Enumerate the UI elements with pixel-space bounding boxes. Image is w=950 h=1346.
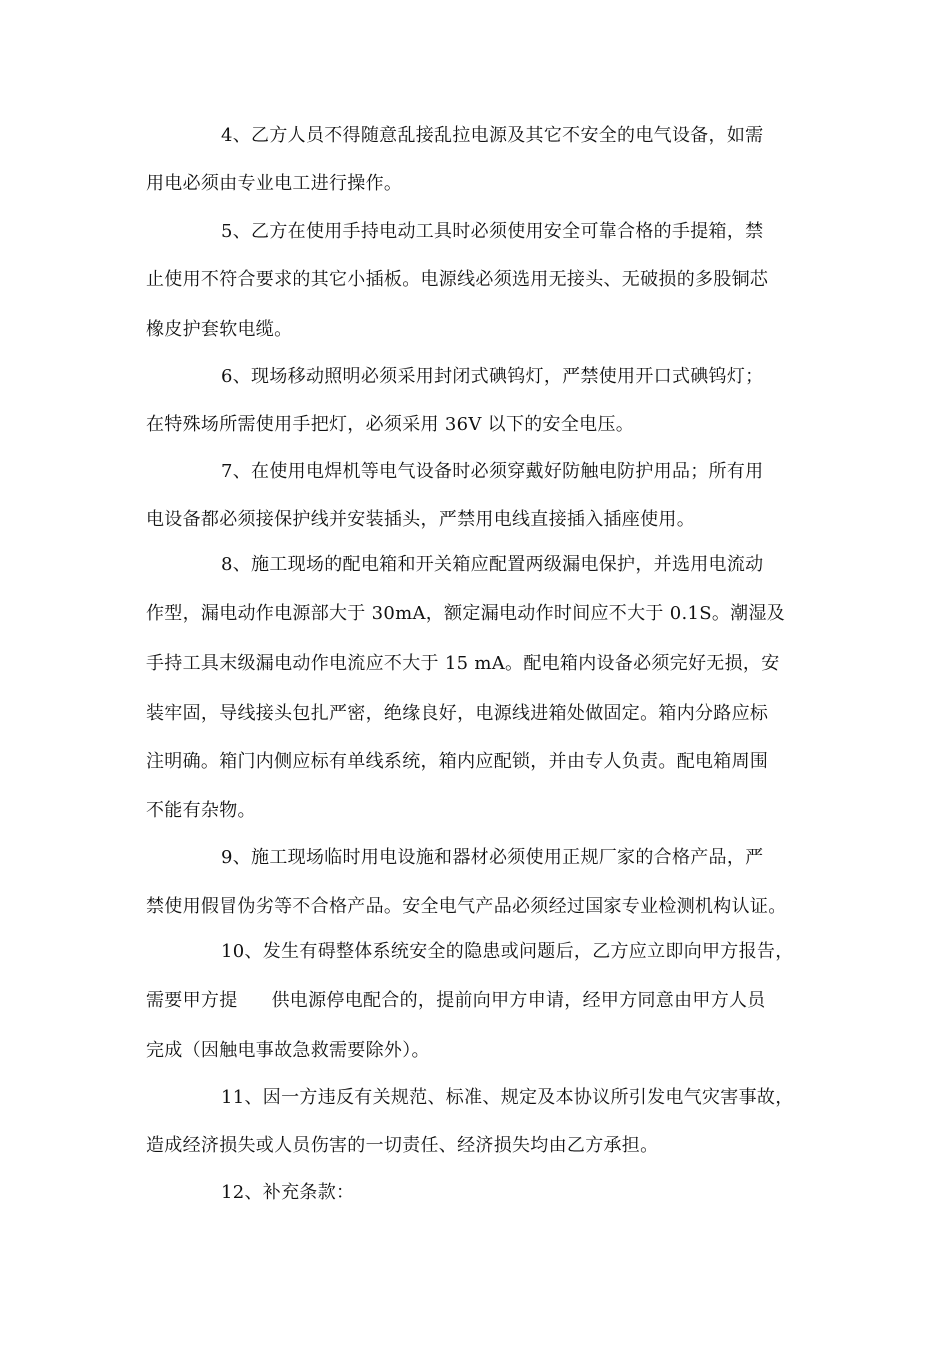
clause-9-line-1: 9、施工现场临时用电设施和器材必须使用正规厂家的合格产品，严 (221, 847, 764, 868)
clause-10-line-2 (146, 989, 826, 1013)
clause-10-line-3: 完成（因触电事故急救需要除外）。 (146, 1040, 430, 1061)
clause-8-line-6: 不能有杂物。 (146, 800, 256, 821)
clause-4-line-1: 4、乙方人员不得随意乱接乱拉电源及其它不安全的电气设备，如需 (221, 125, 764, 146)
clause-12-line-1: 12、补充条款： (221, 1182, 355, 1203)
clause-8-line-2: 作型，漏电动作电源部大于 30mA，额定漏电动作时间应不大于 0.1S。潮湿及 (146, 603, 786, 624)
clause-8-line-4: 装牢固，导线接头包扎严密，绝缘良好，电源线进箱处做固定。箱内分路应标 (146, 703, 769, 724)
clause-11-line-1: 11、因一方违反有关规范、标准、规定及本协议所引发电气灾害事故， (221, 1087, 794, 1108)
clause-6-line-2: 在特殊场所需使用手把灯，必须采用 36V 以下的安全电压。 (146, 414, 635, 435)
clause-11-line-2: 造成经济损失或人员伤害的一切责任、经济损失均由乙方承担。 (146, 1135, 659, 1156)
clause-4-line-2: 用电必须由专业电工进行操作。 (146, 173, 403, 194)
clause-10-line-2-part-2: 供电源停电配合的，提前向甲方申请，经甲方同意由甲方人员 (271, 990, 766, 1011)
clause-7-line-2: 电设备都必须接保护线并安装插头，严禁用电线直接插入插座使用。 (146, 509, 695, 530)
clause-7-line-1: 7、在使用电焊机等电气设备时必须穿戴好防触电防护用品；所有用 (221, 461, 764, 482)
clause-10-line-1: 10、发生有碍整体系统安全的隐患或问题后，乙方应立即向甲方报告， (221, 941, 794, 962)
clause-8-line-5: 注明确。箱门内侧应标有单线系统，箱内应配锁，并由专人负责。配电箱周围 (146, 751, 769, 772)
clause-9-line-2: 禁使用假冒伪劣等不合格产品。安全电气产品必须经过国家专业检测机构认证。 (146, 896, 787, 917)
clause-5-line-1: 5、乙方在使用手持电动工具时必须使用安全可靠合格的手提箱，禁 (221, 221, 764, 242)
clause-8-line-3: 手持工具末级漏电动作电流应不大于 15 mA。配电箱内设备必须完好无损，安 (146, 653, 780, 674)
clause-10-line-2-part-1: 需要甲方提 (146, 990, 238, 1011)
clause-6-line-1: 6、现场移动照明必须采用封闭式碘钨灯，严禁使用开口式碘钨灯； (221, 366, 764, 387)
clause-8-line-1: 8、施工现场的配电箱和开关箱应配置两级漏电保护，并选用电流动 (221, 554, 764, 575)
clause-5-line-2: 止使用不符合要求的其它小插板。电源线必须选用无接头、无破损的多股铜芯 (146, 269, 769, 290)
clause-5-line-3: 橡皮护套软电缆。 (146, 319, 293, 340)
